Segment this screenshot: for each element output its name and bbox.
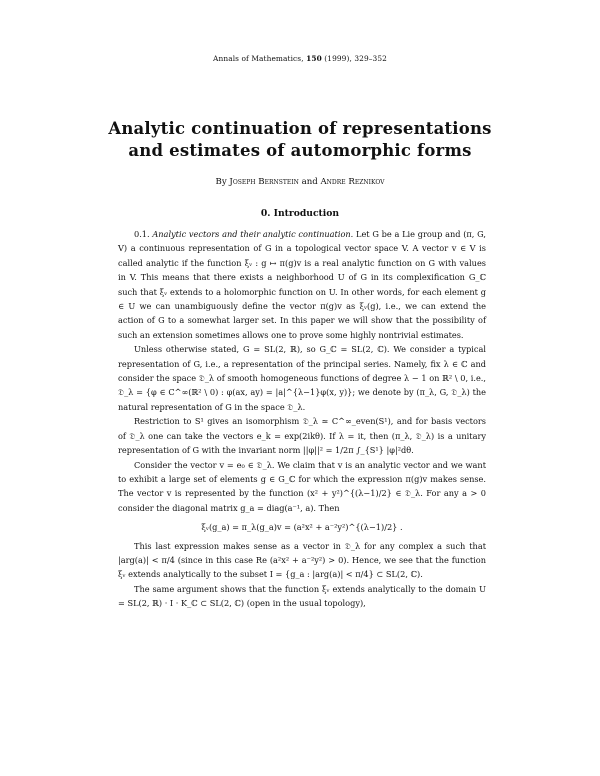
paragraph: The same argument shows that the function ξᵥ extends analytically to the domain U = SL(2, ℝ) · I · K_ℂ ⊂ SL(2, ℂ) (open in the usual topology), xyxy=(118,583,486,609)
byline-and: and xyxy=(298,177,321,187)
author-2: Andre Reznikov xyxy=(320,177,385,187)
body-text xyxy=(118,227,486,611)
display-equation: ξᵥ(g_a) = π_λ(g_a)v = (a²x² + a⁻²y²)^{(λ−1)/2} . xyxy=(201,522,403,533)
author-1: Joseph Bernstein xyxy=(229,177,299,187)
journal-volume: 150 xyxy=(306,54,322,63)
paragraph-text: Let G be a Lie group and (π, G, V) a continuous representation of G in a topological vector space V. A vector v ∈ V is called analytic if the function ξᵥ : g ↦ π(g)v is a real analytic function on G with values in V. This means that there exists a neighborhood U of G in its complexification G_ℂ such that ξᵥ extends to a holomorphic function on U. In other words, for each element g ∈ U we can unambiguously define the vector π(g)v as ξᵥ(g), i.e., we can extend the action of G to a somewhat larger set. In this paper we will show that the possibility of such an extension sometimes allows one to prove some highly nontrivial estimates. xyxy=(118,229,486,340)
section-heading: 0. Introduction xyxy=(260,208,340,219)
paragraph: This last expression makes sense as a vector in 𝔇_λ for any complex a such that |arg(a)| < π/4 (since in this case Re (a²x² + a⁻²y²) > 0). Hence, we see that the function ξᵥ extends analytically to the subset I = {g_a : |arg(a)| < π/4} ⊂ SL(2, ℂ). xyxy=(118,540,486,580)
journal-header xyxy=(0,54,600,63)
title-line-1: Analytic continuation of representations xyxy=(108,119,492,138)
paragraph: Restriction to S¹ gives an isomorphism 𝔇_λ ≃ C^∞_even(S¹), and for basis vectors of 𝔇_λ one can take the vectors e_k = exp(2ikθ). If λ = it, then (π_λ, 𝔇_λ) is a unitary representation of G with the invariant norm ||φ||² = 1/2π ∫_{S¹} |φ|²dθ. xyxy=(118,416,486,456)
paragraph: Unless otherwise stated, G = SL(2, ℝ), so G_ℂ = SL(2, ℂ). We consider a typical representation of G, i.e., a representation of the principal series. Namely, fix λ ∈ ℂ and consider the space 𝔇_λ of smooth homogeneous functions of degree λ − 1 on ℝ² \ 0, i.e., 𝔇_λ = {φ ∈ C^∞(ℝ² \ 0) : φ(ax, ay) = |a|^{λ−1}φ(x, y)}; we denote by (π_λ, G, 𝔇_λ) the natural representation of G in the space 𝔇_λ. xyxy=(118,344,486,412)
title-line-2: and estimates of automorphic forms xyxy=(128,141,472,160)
byline-by: By xyxy=(215,177,230,187)
paragraph: Consider the vector v = e₀ ∈ 𝔇_λ. We claim that v is an analytic vector and we want to exhibit a large set of elements g ∈ G_ℂ for which the expression π(g)v makes sense. The vector v is represented by the function (x² + y²)^{(λ−1)/2} ∈ 𝔇_λ. For any a > 0 consider the diagonal matrix g_a = diag(a⁻¹, a). Then xyxy=(118,459,486,513)
author-byline xyxy=(0,177,600,187)
paragraph-lead-italic: Analytic vectors and their analytic continuation. xyxy=(152,229,354,239)
journal-prefix: Annals of Mathematics, xyxy=(213,54,307,63)
paragraph xyxy=(118,227,486,342)
paper-title xyxy=(0,118,600,162)
journal-suffix: (1999), 329–352 xyxy=(321,54,387,63)
paragraph-lead: 0.1. xyxy=(134,229,153,239)
